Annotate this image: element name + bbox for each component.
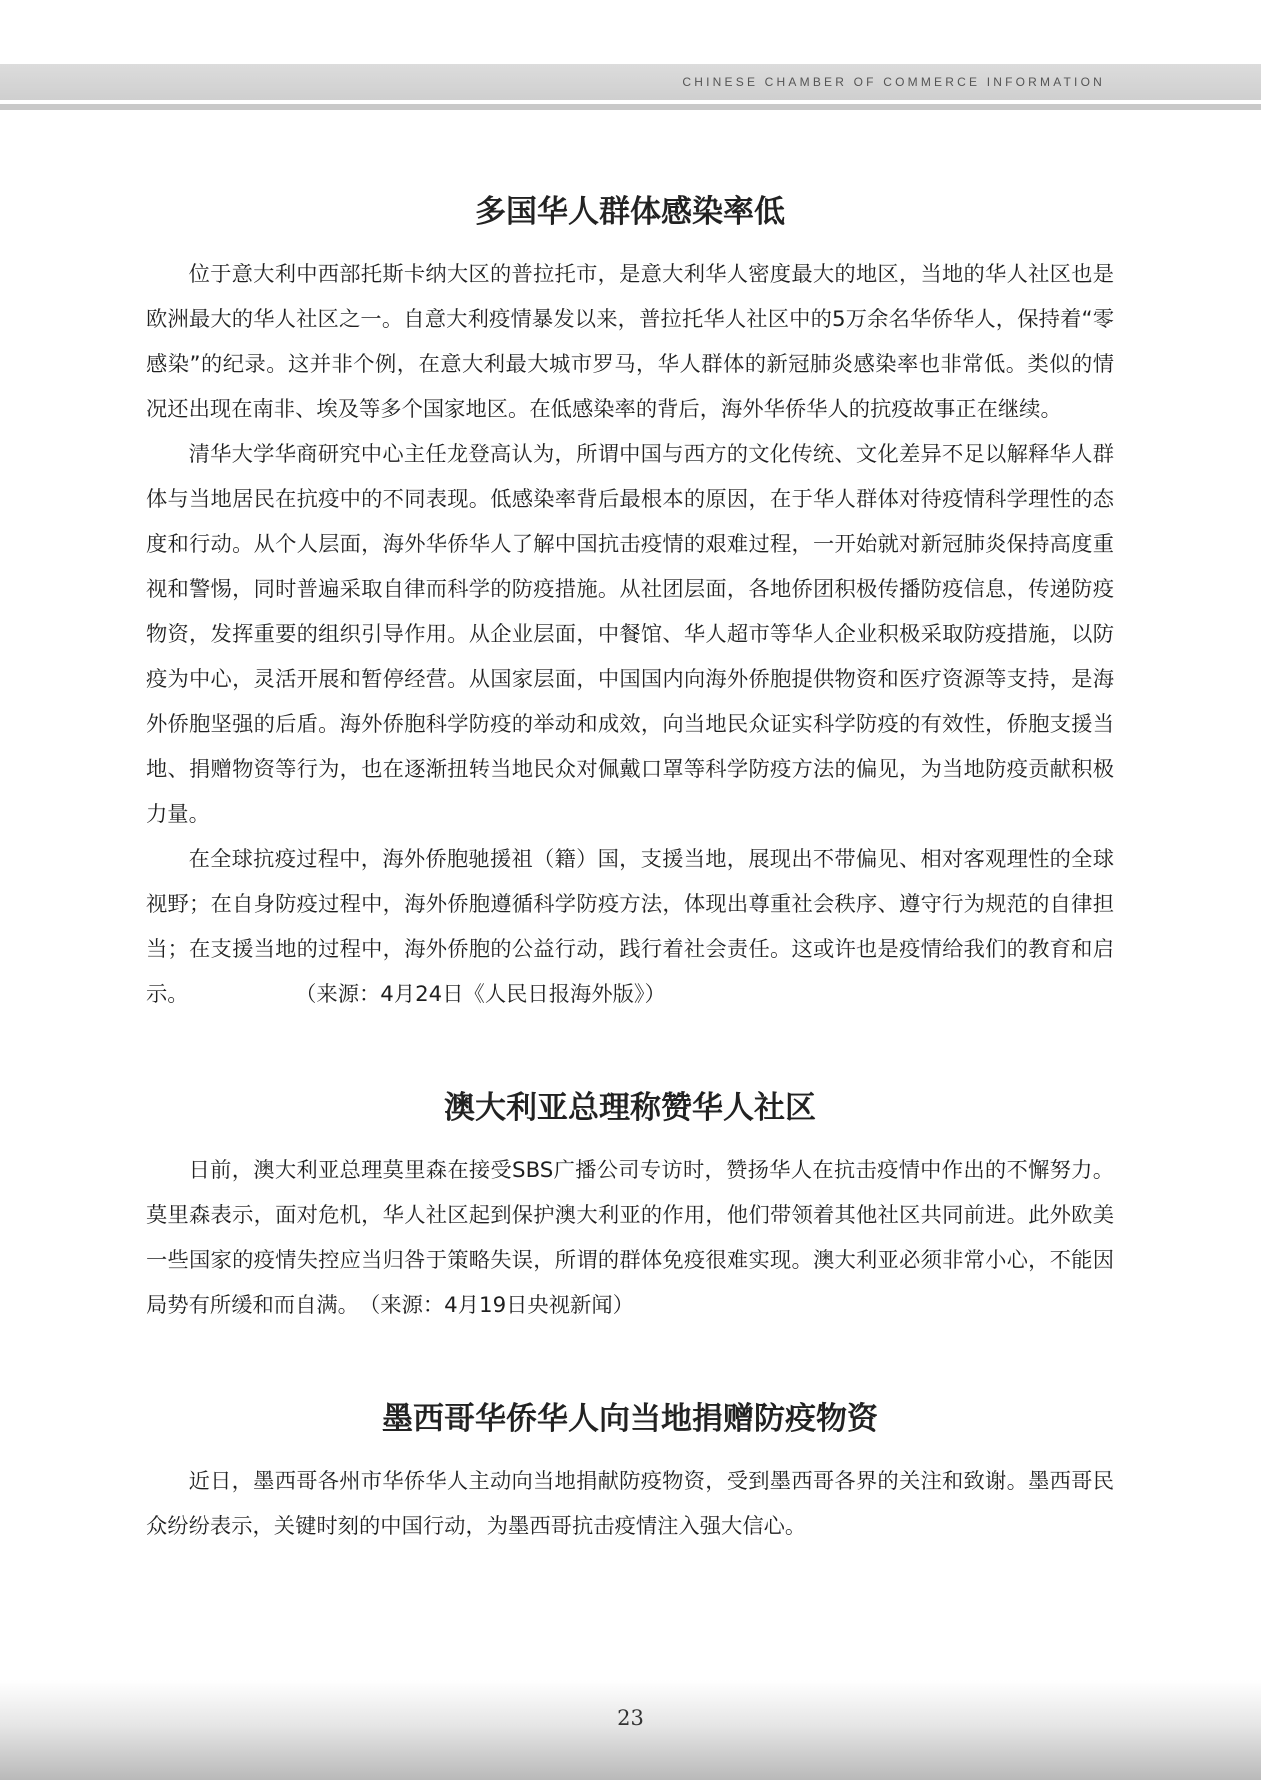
paragraph-text: 日前，澳大利亚总理莫里森在接受SBS广播公司专访时，赞扬华人在抗击疫情中作出的不懈努力。莫里森表示，面对危机，华人社区起到保护澳大利亚的作用，他们带领着其他社区共同前进。此外欧美一些国家的疫情失控应当归咎于策略失误，所谓的群体免疫很难实现。澳大利亚必须非常小心，不能因局势有所缓和而自满。 — [146, 1158, 1114, 1318]
article-title: 多国华人群体感染率低 — [475, 194, 785, 230]
source-citation: （来源：4月24日《人民日报海外版》） — [305, 982, 666, 1007]
footer-band — [0, 1680, 1261, 1780]
paragraph-text: 在全球抗疫过程中，海外侨胞驰援祖（籍）国，支援当地，展现出不带偏见、相对客观理性的全球视野；在自身防疫过程中，海外侨胞遵循科学防疫方法，体现出尊重社会秩序、遵守行为规范的自律担当；在支援当地的过程中，海外侨胞的公益行动，践行着社会责任。这或许也是疫情给我们的教育和启示。 — [146, 847, 1114, 1007]
paragraph: 清华大学华商研究中心主任龙登高认为，所谓中国与西方的文化传统、文化差异不足以解释华人群体与当地居民在抗疫中的不同表现。低感染率背后最根本的原因，在于华人群体对待疫情科学理性的态度和行动。从个人层面，海外华侨华人了解中国抗击疫情的艰难过程，一开始就对新冠肺炎保持高度重视和警惕，同时普遍采取自律而科学的防疫措施。从社团层面，各地侨团积极传播防疫信息，传递防疫物资，发挥重要的组织引导作用。从企业层面，中餐馆、华人超市等华人企业积极采取防疫措施，以防疫为中心，灵活开展和暂停经营。从国家层面，中国国内向海外侨胞提供物资和医疗资源等支持，是海外侨胞坚强的后盾。海外侨胞科学防疫的举动和成效，向当地民众证实科学防疫的有效性，侨胞支援当地、捐赠物资等行为，也在逐渐扭转当地民众对佩戴口罩等科学防疫方法的偏见，为当地防疫贡献积极力量。 — [146, 442, 1114, 827]
paragraph — [146, 1148, 1114, 1328]
header-rule — [0, 104, 1261, 110]
article-title: 墨西哥华侨华人向当地捐赠防疫物资 — [382, 1401, 878, 1437]
page-number: 23 — [617, 1706, 644, 1730]
header-title: CHINESE CHAMBER OF COMMERCE INFORMATION — [682, 75, 1105, 89]
article-section — [146, 190, 1114, 1017]
article-title: 澳大利亚总理称赞华人社区 — [444, 1090, 816, 1126]
paragraph: 近日，墨西哥各州市华侨华人主动向当地捐献防疫物资，受到墨西哥各界的关注和致谢。墨西哥民众纷纷表示，关键时刻的中国行动，为墨西哥抗击疫情注入强大信心。 — [146, 1469, 1114, 1539]
article-body — [146, 190, 1114, 1549]
paragraph — [146, 837, 1114, 1017]
article-section — [146, 1086, 1114, 1328]
article-section — [146, 1397, 1114, 1549]
source-citation: （来源：4月19日央视新闻） — [369, 1293, 634, 1318]
paragraph: 位于意大利中西部托斯卡纳大区的普拉托市，是意大利华人密度最大的地区，当地的华人社区也是欧洲最大的华人社区之一。自意大利疫情暴发以来，普拉托华人社区中的5万余名华侨华人，保持着“零感染”的纪录。这并非个例，在意大利最大城市罗马，华人群体的新冠肺炎感染率也非常低。类似的情况还出现在南非、埃及等多个国家地区。在低感染率的背后，海外华侨华人的抗疫故事正在继续。 — [146, 262, 1114, 422]
